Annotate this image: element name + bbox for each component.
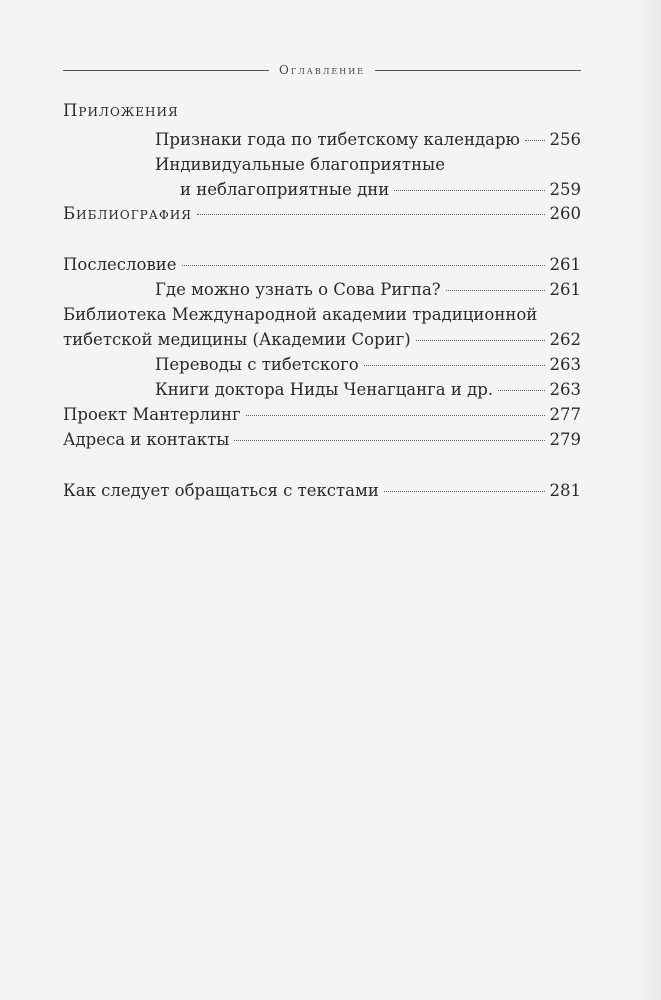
toc-entry-text: Библиотека Международной академии традиционной (63, 305, 538, 324)
toc-entry-text: Индивидуальные благоприятные (155, 155, 445, 174)
toc-page-number: 259 (549, 180, 581, 199)
toc-entry-books[interactable] (155, 378, 581, 402)
toc-entry-text: Где можно узнать о Сова Ригпа? (155, 280, 441, 299)
toc-entry-how-to-handle[interactable] (63, 479, 581, 503)
dot-leader (416, 340, 545, 341)
toc-entry-text: и неблагоприятные дни (180, 180, 390, 199)
toc-entry-text: Библиография (63, 204, 192, 223)
dot-leader (197, 214, 545, 215)
dot-leader (394, 190, 544, 191)
header-rule-right (375, 70, 581, 71)
toc-page-number: 263 (549, 380, 581, 399)
dot-leader (384, 491, 545, 492)
toc-entry-afterword[interactable] (63, 253, 581, 277)
dot-leader (498, 390, 544, 391)
toc-entry-manterling[interactable] (63, 403, 581, 427)
toc-section-appendices (63, 99, 581, 123)
toc-entry-text: Книги доктора Ниды Ченагцанга и др. (155, 380, 494, 399)
toc-entry-label: Приложения (63, 101, 179, 120)
toc-entry-favorable-days[interactable] (180, 178, 581, 202)
toc-entry-text: Адреса и контакты (63, 430, 230, 449)
toc-page-number: 263 (549, 355, 581, 374)
dot-leader (364, 365, 545, 366)
toc-entry-text: Признаки года по тибетскому календарю (155, 130, 520, 149)
toc-entry-library-line1 (63, 303, 581, 327)
toc-page-number: 279 (549, 430, 581, 449)
dot-leader (234, 440, 544, 441)
toc-entry-where-learn[interactable] (155, 278, 581, 302)
toc-entry-text: Как следует обращаться с текстами (63, 481, 379, 500)
toc-entry-text: Переводы с тибетского (155, 355, 359, 374)
toc-entry-text: Послесловие (63, 255, 177, 274)
toc-page-number: 262 (549, 330, 581, 349)
toc-title: Оглавление (278, 63, 366, 77)
toc-entry-bibliography[interactable] (63, 202, 581, 226)
dot-leader (246, 415, 545, 416)
toc-entry-library[interactable] (63, 328, 581, 352)
toc-page-number: 277 (549, 405, 581, 424)
dot-leader (446, 290, 545, 291)
dot-leader (525, 140, 545, 141)
toc-entry-year-signs[interactable] (155, 128, 581, 152)
toc-entry-favorable-days-line1 (155, 153, 581, 177)
toc-page-number: 281 (549, 481, 581, 500)
toc-page-number: 261 (549, 280, 581, 299)
toc-entry-text: тибетской медицины (Академии Сориг) (63, 330, 411, 349)
toc-page-number: 261 (549, 255, 581, 274)
toc-page-number: 256 (549, 130, 581, 149)
dot-leader (182, 265, 545, 266)
toc-entry-text: Проект Мантерлинг (63, 405, 241, 424)
header-rule-left (63, 70, 269, 71)
toc-entry-addresses[interactable] (63, 428, 581, 452)
toc-entry-translations[interactable] (155, 353, 581, 377)
toc-page-number: 260 (549, 204, 581, 223)
toc-header (63, 60, 581, 80)
